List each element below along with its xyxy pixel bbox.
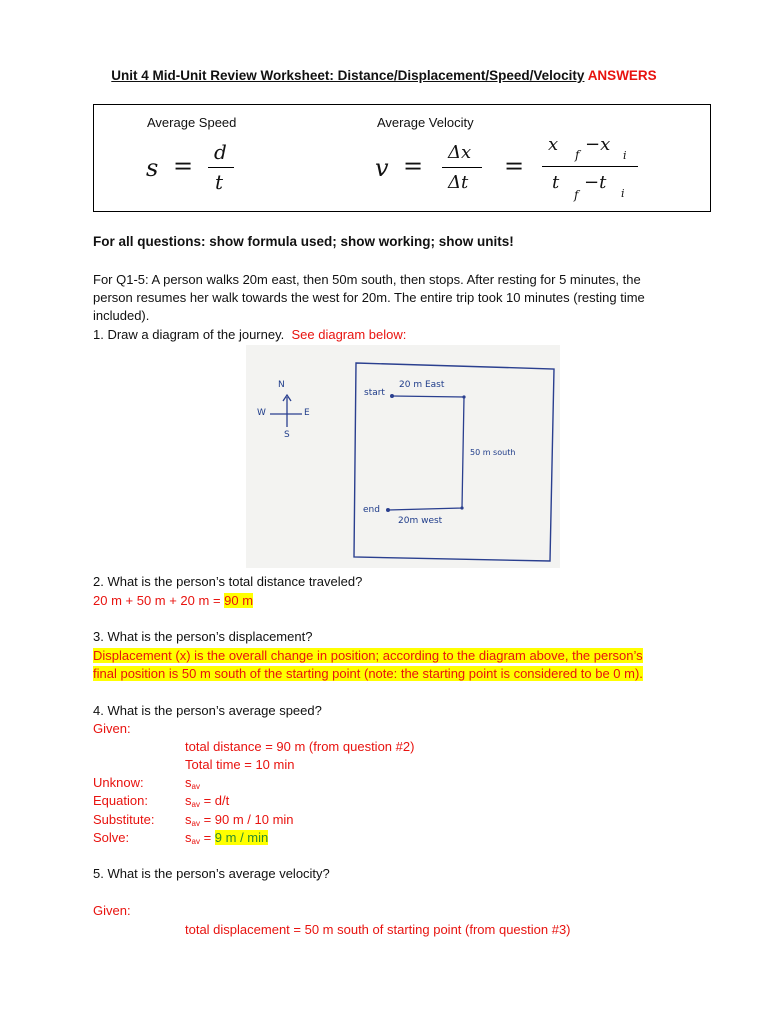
average-speed-label: Average Speed — [147, 115, 237, 130]
question-3: 3. What is the person’s displacement? — [93, 629, 313, 644]
question-1-answer: See diagram below: — [291, 327, 407, 342]
question-1-text: 1. Draw a diagram of the journey. — [93, 327, 285, 342]
highlighted-text: final position is 50 m south of the starting point (note: the starting point is considered to be 0 m). — [93, 666, 643, 681]
s-symbol: s — [185, 793, 192, 808]
average-velocity-label: Average Velocity — [377, 115, 474, 130]
intro-line-3: included). — [93, 308, 150, 323]
s-symbol: s — [185, 812, 192, 827]
end-point — [386, 508, 390, 512]
q4-equation-label: Equation: — [93, 793, 148, 808]
corner-point — [460, 506, 463, 509]
question-3-answer-line-2 — [93, 666, 643, 681]
question-2-answer — [93, 593, 253, 608]
equals-sign: = — [403, 152, 424, 180]
east-label: 20 m East — [399, 380, 445, 390]
corner-point — [462, 395, 465, 398]
equals-sign: = — [504, 152, 525, 180]
end-label: end — [363, 505, 380, 515]
compass-w: W — [257, 408, 266, 418]
solve-equals: = — [199, 830, 215, 845]
q5-given-label: Given: — [93, 903, 131, 918]
question-2-result: 90 m — [224, 593, 254, 608]
compass-s: S — [284, 430, 290, 440]
question-1 — [93, 327, 406, 342]
velocity-numerator: Δx — [448, 142, 472, 163]
west-label: 20m west — [398, 516, 443, 526]
instruction: For all questions: show formula used; show working; show units! — [93, 234, 514, 249]
velocity-formula — [370, 136, 650, 206]
q4-substitute-label: Substitute: — [93, 812, 155, 827]
minus-t-initial: −t — [584, 172, 607, 193]
q4-unknown-value — [185, 775, 200, 791]
subscript-av: av — [191, 800, 200, 809]
speed-numerator: d — [214, 140, 227, 164]
t-final: t — [552, 172, 560, 193]
subscript-i: i — [623, 149, 627, 162]
start-label: start — [364, 388, 385, 398]
question-2: 2. What is the person’s total distance traveled? — [93, 574, 363, 589]
velocity-symbol: v — [375, 154, 389, 182]
intro-line-1: For Q1-5: A person walks 20m east, then 50m south, then stops. After resting for 5 minutes, the — [93, 272, 641, 287]
intro-line-2: person resumes her walk towards the west for 20m. The entire trip took 10 minutes (resting time — [93, 290, 645, 305]
solve-answer: 9 m / min — [214, 830, 269, 845]
s-symbol: s — [185, 775, 192, 790]
question-5: 5. What is the person’s average velocity? — [93, 866, 330, 881]
compass-e: E — [304, 408, 310, 418]
subscript-i: i — [621, 187, 625, 200]
start-point — [390, 394, 394, 398]
south-label: 50 m south — [470, 448, 516, 457]
substitute-text: = 90 m / 10 min — [199, 812, 294, 827]
compass-n: N — [278, 380, 285, 390]
q4-given-label: Given: — [93, 721, 131, 736]
speed-denominator: t — [215, 170, 224, 194]
q4-given-time: Total time = 10 min — [185, 757, 295, 772]
speed-symbol: s — [146, 154, 159, 182]
question-4: 4. What is the person’s average speed? — [93, 703, 322, 718]
minus-x-initial: −x — [585, 134, 611, 155]
question-2-work: 20 m + 50 m + 20 m = — [93, 593, 225, 608]
title-answers: ANSWERS — [587, 68, 657, 83]
subscript-av: av — [191, 782, 200, 791]
fraction-bar — [442, 167, 482, 168]
subscript-av: av — [191, 837, 200, 846]
journey-path — [388, 396, 464, 510]
fraction-bar — [208, 167, 234, 168]
question-3-answer-line-1 — [93, 648, 643, 663]
x-final: x — [548, 134, 559, 155]
q5-given-displacement: total displacement = 50 m south of starting point (from question #3) — [185, 922, 571, 937]
q4-solve-value — [185, 830, 268, 846]
q4-unknown-label: Unknow: — [93, 775, 144, 790]
q4-given-distance: total distance = 90 m (from question #2) — [185, 739, 415, 754]
highlighted-text: Displacement (x) is the overall change in position; according to the diagram above, the person’s — [93, 648, 643, 663]
subscript-f: f — [574, 188, 579, 202]
fraction-bar — [542, 166, 638, 167]
q4-solve-label: Solve: — [93, 830, 130, 845]
subscript-f: f — [575, 148, 580, 162]
equals-sign: = — [173, 152, 194, 180]
worksheet-title — [0, 68, 768, 83]
title-main: Unit 4 Mid-Unit Review Worksheet: Distance/Displacement/Speed/Velocity — [111, 68, 585, 83]
journey-diagram-photo — [246, 345, 560, 568]
q4-substitute-value — [185, 812, 294, 828]
q4-equation-value — [185, 793, 229, 809]
s-symbol: s — [185, 830, 192, 845]
speed-formula — [140, 140, 240, 200]
velocity-denominator: Δt — [448, 172, 469, 193]
subscript-av: av — [191, 819, 200, 828]
equation-text: = d/t — [199, 793, 230, 808]
